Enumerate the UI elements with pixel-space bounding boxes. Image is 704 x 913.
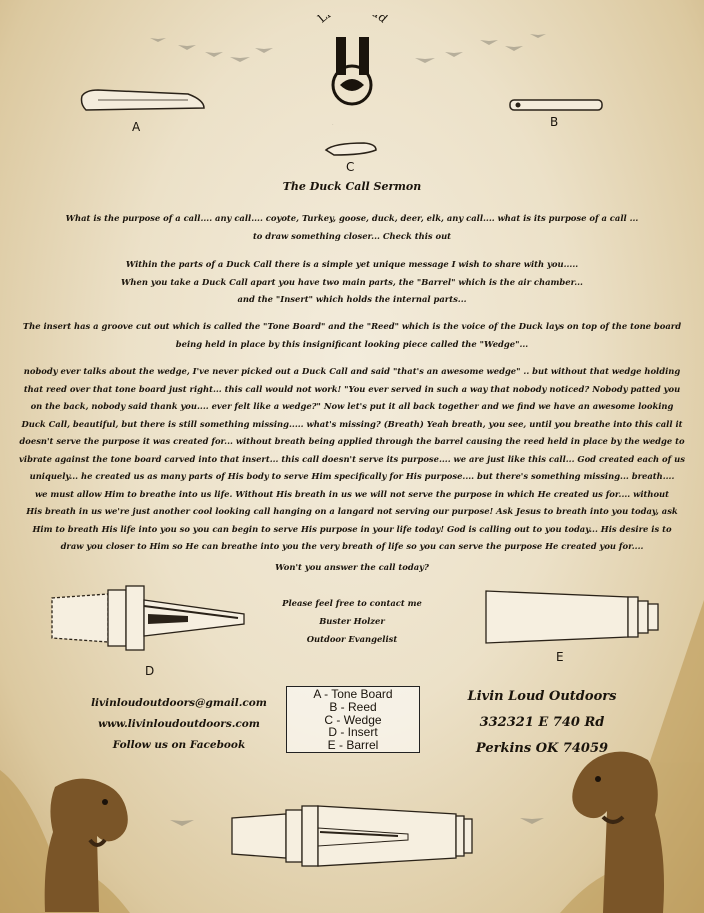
paragraph-wedge [18, 363, 686, 556]
paragraph-insert [18, 318, 686, 353]
reed-drawing [508, 96, 604, 116]
online-contact [84, 693, 274, 756]
wedge-drawing [324, 140, 380, 158]
retriever-dog-right [563, 745, 673, 913]
svg-text:Outdoors [325, 121, 381, 125]
legend-item: A - Tone Board [313, 687, 393, 701]
contact-invite: Please feel free to contact me [282, 598, 422, 608]
parts-legend [286, 686, 420, 753]
paragraph-call-to-action [18, 559, 686, 577]
text-line: draw you closer to Him so He can breathe into you the very breath of life so you can serve the purpose He created you for.... [60, 541, 644, 551]
label-a: A [132, 120, 141, 134]
business-name: Livin Loud Outdoors [467, 689, 617, 704]
svg-text:Livin' Loud [315, 15, 391, 26]
assembled-duck-call-drawing [228, 800, 478, 872]
sermon-title: The Duck Call Sermon [282, 180, 422, 193]
text-line: that reed over that tone board just right... this call would not work! "You ever served in such a way that nobody noticed? Nobody patted you [23, 383, 681, 394]
contact-block [250, 594, 454, 648]
tone-board-drawing [78, 86, 210, 118]
logo-text-top: L d [314, 15, 391, 26]
text-line: nobody ever talks about the wedge, I've never picked out a Duck Call and said "that's an awesome wedge" .. but without that wedge holding [23, 366, 681, 376]
text-line: doesn't serve the purpose it was created for... without breath being applied through the barrel causing the reed held in place by the wedge to [19, 436, 685, 446]
logo-text-bottom [325, 121, 381, 125]
retriever-dog-left [35, 772, 135, 913]
facebook-text: Follow us on Facebook [112, 739, 246, 751]
label-b: B [550, 115, 559, 129]
text-line: and the "Insert" which holds the internal parts... [237, 294, 467, 304]
label-d: D [145, 664, 155, 678]
logo [300, 15, 405, 125]
text-line: What is the purpose of a call.... any call.... coyote, Turkey, goose, duck, deer, elk, any call.... what is its purpose of a call ... [65, 213, 639, 223]
contact-name: Buster Holzer [319, 616, 385, 626]
text-line: to draw something closer... Check this out [252, 230, 452, 241]
legend-item: E - Barrel [327, 738, 379, 753]
text-line: When you take a Duck Call apart you have two main parts, the "Barrel" which is the air chamber... [121, 276, 583, 287]
insert-drawing [48, 580, 248, 656]
legend-item: C - Wedge [324, 712, 382, 727]
text-line: Him to breath His life into you so you can begin to serve His purpose in your life today! God is calling out to you today... His desire is to [32, 523, 672, 534]
duck-call-logo-icon [300, 15, 405, 125]
label-e: E [556, 650, 564, 664]
paragraph-parts [18, 256, 686, 309]
street-address: 332321 E 740 Rd [479, 715, 605, 730]
paragraph-purpose [18, 210, 686, 245]
text-line: The insert has a groove cut out which is called the "Tone Board" and the "Reed" which is the voice of the Duck lays on top of the tone board [22, 321, 682, 331]
text-line: we must allow Him to breathe into us life. Without His breath in us we will not serve the purpose in which He created us for.... without [34, 488, 670, 499]
legend-item: B - Reed [329, 699, 377, 714]
flying-birds-left [150, 38, 273, 62]
city-state-zip: Perkins OK 74059 [475, 741, 609, 756]
text-line: His breath in us we're just another cool looking call hanging on a langard not serving our purpose! Ask Jesus to breath into you today, ask [26, 506, 678, 516]
text-line: being held in place by this insignificant looking piece called the "Wedge"... [175, 338, 529, 349]
text-line: vibrate against the tone board carved into that insert... this call doesn't serve its purpose.... we are just like this call... God created each of us [19, 453, 685, 464]
text-line: on the back, nobody said thank you.... ever felt like a wedge?" Now let's put it all back together and we find we have an awesome looking [30, 401, 674, 411]
flying-birds-right [415, 34, 546, 63]
website-link[interactable]: www.livinloudoutdoors.com [98, 718, 260, 730]
text-line: Won't you answer the call today? [275, 562, 429, 572]
mailing-address [452, 684, 632, 762]
legend-item: D - Insert [328, 725, 378, 740]
barrel-drawing [484, 585, 664, 647]
contact-role: Outdoor Evangelist [306, 634, 398, 644]
text-line: Within the parts of a Duck Call there is a simple yet unique message I wish to share with you..... [125, 259, 579, 269]
text-line: Duck Call, beautiful, but there is still something missing..... what's missing? (Breath) Yeah breath, you see, until you breathe into this call it [21, 418, 683, 429]
text-line: uniquely... he created us as many parts of His body to serve Him specifically for His purpose.... but there's something missing... breath.... [29, 471, 675, 481]
label-c: C [346, 160, 355, 174]
email-link[interactable]: livinloudoutdoors@gmail.com [91, 697, 267, 709]
